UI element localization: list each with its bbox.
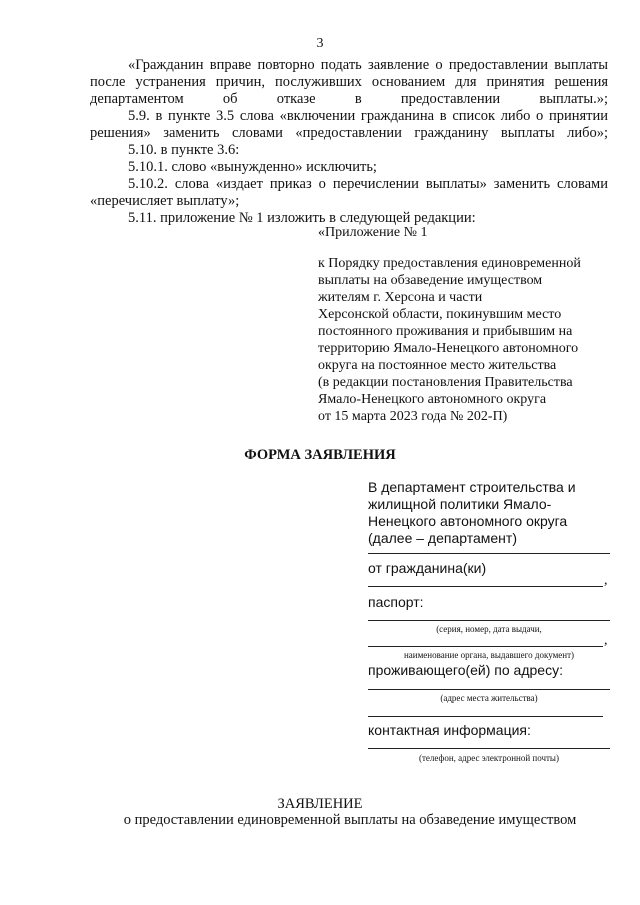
appendix-line: жителям г. Херсона и части <box>318 290 483 305</box>
page-number: 3 <box>316 36 324 51</box>
appendix-line: Ямало-Ненецкого автономного округа <box>318 392 547 407</box>
comma: , <box>604 573 608 588</box>
passport-label: паспорт: <box>368 594 424 610</box>
appendix-line: от 15 марта 2023 года № 202-П) <box>318 409 508 424</box>
addressee-block <box>368 479 610 547</box>
passport-hint-1: (серия, номер, дата выдачи, <box>436 624 542 634</box>
paragraph-5: 5.10.2. слова «издает приказ о перечислении выплаты» заменить словами «перечисляет выплату»; <box>90 176 608 209</box>
appendix-line: к Порядку предоставления единовременной <box>318 256 581 271</box>
addressee-line: (далее – департамент) <box>368 530 517 546</box>
contact-hint: (телефон, адрес электронной почты) <box>419 753 559 763</box>
statement-heading: ЗАЯВЛЕНИЕ <box>277 796 363 812</box>
paragraph-4: 5.10.1. слово «вынужденно» исключить; <box>128 159 377 175</box>
appendix-line: (в редакции постановления Правительства <box>318 375 573 390</box>
passport-field[interactable] <box>368 620 610 621</box>
from-label: от гражданина(ки) <box>368 560 487 576</box>
addressee-line: жилищной политики Ямало- <box>368 496 552 512</box>
address-label: проживающего(ей) по адресу: <box>368 662 563 678</box>
address-hint: (адрес места жительства) <box>440 693 538 703</box>
appendix-line: округа на постоянное место жительства <box>318 358 557 373</box>
form-title: ФОРМА ЗАЯВЛЕНИЯ <box>244 447 396 463</box>
document-body <box>90 57 608 227</box>
passport-issuer-field[interactable] <box>368 646 603 647</box>
address-field-2[interactable] <box>368 716 603 717</box>
from-field[interactable] <box>368 586 603 587</box>
addressee-line: Ненецкого автономного округа <box>368 513 568 529</box>
contact-label: контактная информация: <box>368 722 531 738</box>
appendix-line: Херсонской области, покинувшим место <box>318 307 562 322</box>
appendix-line: постоянного проживания и прибывшим на <box>318 324 573 339</box>
paragraph-1: «Гражданин вправе повторно подать заявление о предоставлении выплаты после устранения причин, послуживших основанием для принятия решения департаментом об отказе в предоставлении выплаты.»; <box>90 57 608 107</box>
blank-line[interactable] <box>368 553 610 554</box>
paragraph-3: 5.10. в пункте 3.6: <box>128 142 240 158</box>
appendix-block <box>318 255 608 425</box>
addressee-line: В департамент строительства и <box>368 479 576 495</box>
appendix-line: территорию Ямало-Ненецкого автономного <box>318 341 579 356</box>
contact-field[interactable] <box>368 748 610 749</box>
paragraph-6: 5.11. приложение № 1 изложить в следующей редакции: <box>128 210 476 226</box>
comma: , <box>604 633 608 648</box>
address-field[interactable] <box>368 689 610 690</box>
paragraph-2: 5.9. в пункте 3.5 слова «включении гражданина в список либо о принятии решения» заменить словами «предоставлении гражданину выплаты либо»; <box>90 108 608 141</box>
appendix-line: выплаты на обзаведение имуществом <box>318 273 543 288</box>
statement-subheading: о предоставлении единовременной выплаты на обзаведение имуществом <box>123 812 577 828</box>
passport-hint-2: наименование органа, выдавшего документ) <box>403 650 575 660</box>
appendix-header: «Приложение № 1 <box>318 225 428 240</box>
